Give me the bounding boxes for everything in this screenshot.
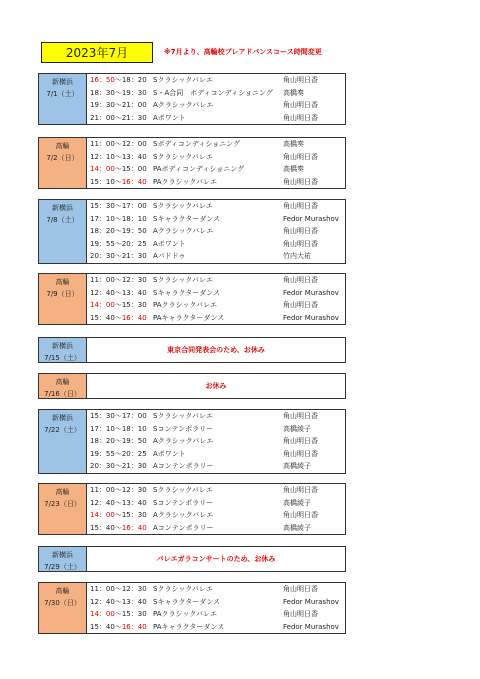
closed-message: お休み (205, 382, 227, 390)
class-rows (87, 484, 345, 534)
class-name: PAボディコンディショニング (153, 165, 245, 173)
class-name: Sクラシックバレエ (153, 486, 213, 494)
end-time: 15：30 (121, 610, 147, 618)
time-separator: ～ (114, 88, 122, 97)
time-separator: ～ (114, 177, 122, 186)
table-row (87, 238, 345, 251)
teacher-name: 高橋綾子 (283, 424, 311, 433)
time-cell (87, 138, 153, 151)
time-cell (87, 522, 153, 535)
teacher-name: 高橋奏 (283, 88, 304, 97)
table-row (87, 225, 345, 238)
date-label: 7/15（土） (44, 354, 81, 362)
time-cell (87, 287, 153, 300)
class-name: Sキャラクターダンス (153, 288, 221, 297)
end-time: 16：40 (121, 622, 147, 631)
time-cell (87, 583, 153, 596)
class-name: Sクラシックバレエ (153, 202, 213, 210)
location-label: 新横浜 (52, 204, 73, 212)
time-cell (87, 163, 153, 176)
table-row (87, 99, 345, 112)
day-cell (39, 200, 87, 263)
teacher-name: 角山明日香 (283, 412, 318, 420)
teacher-name: Fedor Murashov (283, 313, 339, 322)
class-rows (87, 74, 345, 124)
table-row (87, 138, 345, 151)
time-separator: ～ (114, 202, 122, 210)
schedule-block (38, 73, 346, 125)
time-cell (87, 238, 153, 251)
start-time: 18：20 (90, 437, 115, 445)
date-label: 7/2（日） (46, 154, 79, 162)
time-separator: ～ (114, 165, 122, 173)
teacher-name: 角山明日香 (283, 101, 318, 109)
schedule-block (38, 546, 346, 572)
start-time: 18：20 (90, 227, 115, 235)
class-name: Sコンテンポラリー (153, 498, 214, 507)
start-time: 12：40 (90, 288, 115, 297)
start-time: 18：30 (90, 88, 115, 97)
teacher-name: Fedor Murashov (283, 214, 339, 223)
class-rows (87, 274, 345, 324)
time-cell (87, 497, 153, 510)
class-name: Sクラシックバレエ (153, 152, 213, 161)
start-time: 20：30 (90, 462, 115, 470)
time-cell (87, 112, 153, 125)
end-time: 17：00 (121, 412, 147, 420)
schedule-block (38, 582, 346, 634)
time-cell (87, 200, 153, 213)
time-cell (87, 460, 153, 473)
teacher-name: 角山明日香 (283, 202, 318, 210)
table-row (87, 250, 345, 263)
time-separator: ～ (114, 462, 122, 470)
start-time: 14：00 (90, 165, 115, 173)
start-time: 17：10 (90, 424, 115, 433)
end-time: 12：30 (121, 486, 147, 494)
start-time: 16：50 (90, 76, 115, 84)
time-separator: ～ (114, 511, 122, 519)
time-separator: ～ (114, 610, 122, 618)
time-separator: ～ (114, 412, 122, 420)
teacher-name: 角山明日香 (283, 276, 318, 284)
start-time: 11：00 (90, 486, 115, 494)
table-row (87, 423, 345, 436)
teacher-name: 角山明日香 (283, 152, 318, 161)
day-cell (39, 484, 87, 534)
class-name: Aクラシックバレエ (153, 227, 214, 235)
time-separator: ～ (114, 227, 122, 235)
time-separator: ～ (114, 424, 122, 433)
time-cell (87, 596, 153, 609)
end-time: 12：30 (121, 585, 147, 593)
day-cell (39, 410, 87, 473)
class-rows (87, 138, 345, 188)
time-cell (87, 151, 153, 164)
schedule-block (38, 373, 346, 399)
date-label: 7/30（日） (44, 599, 81, 607)
day-cell (39, 583, 87, 633)
date-label: 7/29（土） (44, 563, 81, 571)
date-label: 7/16（日） (44, 390, 81, 398)
class-rows (87, 410, 345, 473)
date-label: 7/22（土） (44, 426, 81, 434)
start-time: 15：40 (90, 313, 115, 322)
time-cell (87, 274, 153, 287)
time-separator: ～ (114, 498, 122, 507)
table-row (87, 484, 345, 497)
end-time: 12：00 (121, 140, 147, 148)
class-name: Sクラシックバレエ (153, 276, 213, 284)
table-row (87, 200, 345, 213)
class-name: Sキャラクターダンス (153, 597, 221, 606)
time-separator: ～ (114, 622, 122, 631)
class-name: PAキャラクターダンス (153, 622, 225, 631)
start-time: 20：30 (90, 252, 115, 260)
start-time: 15：40 (90, 622, 115, 631)
time-separator: ～ (114, 437, 122, 445)
class-name: Aコンテンポラリー (153, 523, 214, 532)
teacher-name: 角山明日香 (283, 227, 318, 235)
schedule-block (38, 137, 346, 189)
start-time: 21：00 (90, 113, 115, 122)
time-separator: ～ (114, 597, 122, 606)
teacher-name: 高橋綾子 (283, 498, 311, 507)
start-time: 12：40 (90, 498, 115, 507)
end-time: 15：30 (121, 511, 147, 519)
time-separator: ～ (114, 301, 122, 309)
class-name: Aクラシックバレエ (153, 511, 214, 519)
end-time: 18：10 (121, 214, 147, 223)
end-time: 21：30 (121, 113, 147, 122)
teacher-name: 高橋綾子 (283, 523, 311, 532)
location-label: 新横浜 (52, 414, 73, 422)
class-rows (87, 583, 345, 633)
table-row (87, 299, 345, 312)
closed-message: バレエガラコンサートのため、お休み (156, 555, 276, 563)
teacher-name: 角山明日香 (283, 113, 318, 122)
date-label: 7/1（土） (46, 90, 79, 98)
time-separator: ～ (114, 585, 122, 593)
start-time: 14：00 (90, 610, 115, 618)
time-cell (87, 608, 153, 621)
location-label: 高輪 (55, 488, 70, 496)
start-time: 15：30 (90, 412, 115, 420)
time-separator: ～ (114, 152, 122, 161)
table-row (87, 596, 345, 609)
end-time: 20：25 (121, 239, 147, 248)
table-row (87, 74, 345, 87)
table-row (87, 497, 345, 510)
date-label: 7/8（土） (46, 216, 79, 224)
start-time: 11：00 (90, 276, 115, 284)
time-separator: ～ (114, 113, 122, 122)
end-time: 19：30 (121, 88, 147, 97)
time-cell (87, 299, 153, 312)
location-label: 高輪 (55, 587, 70, 595)
table-row (87, 621, 345, 634)
time-separator: ～ (114, 276, 122, 284)
time-separator: ～ (114, 76, 122, 84)
table-row (87, 163, 345, 176)
class-name: Aポワント (153, 449, 186, 458)
end-time: 16：40 (121, 523, 147, 532)
table-row (87, 87, 345, 100)
class-name: Aポワント (153, 113, 186, 122)
table-row (87, 312, 345, 325)
class-name: PAクラシックバレエ (153, 177, 218, 186)
teacher-name: 角山明日香 (283, 437, 318, 445)
day-cell (39, 274, 87, 324)
end-time: 15：00 (121, 165, 147, 173)
class-name: S・A合同 ボディコンディショニング (153, 88, 273, 97)
teacher-name: 角山明日香 (283, 177, 318, 186)
teacher-name: 角山明日香 (283, 610, 318, 618)
end-time: 20：25 (121, 449, 147, 458)
time-separator: ～ (114, 239, 122, 248)
end-time: 12：30 (121, 276, 147, 284)
schedule-block (38, 483, 346, 535)
table-row (87, 608, 345, 621)
class-name: Sクラシックバレエ (153, 412, 213, 420)
table-row (87, 448, 345, 461)
end-time: 18：20 (121, 76, 147, 84)
end-time: 16：40 (121, 313, 147, 322)
teacher-name: 角山明日香 (283, 239, 318, 248)
class-name: Sボディコンディショニング (153, 140, 241, 148)
class-name: Sキャラクターダンス (153, 214, 221, 223)
day-cell (39, 338, 87, 362)
end-time: 13：40 (121, 288, 147, 297)
time-cell (87, 176, 153, 189)
start-time: 14：00 (90, 511, 115, 519)
teacher-name: 角山明日香 (283, 585, 318, 593)
end-time: 17：00 (121, 202, 147, 210)
class-name: Aクラシックバレエ (153, 101, 214, 109)
day-cell (39, 138, 87, 188)
teacher-name: 角山明日香 (283, 511, 318, 519)
class-name: Aクラシックバレエ (153, 437, 214, 445)
table-row (87, 151, 345, 164)
time-cell (87, 250, 153, 263)
time-cell (87, 448, 153, 461)
table-row (87, 509, 345, 522)
end-time: 13：40 (121, 152, 147, 161)
schedule-block (38, 337, 346, 363)
schedule-block (38, 273, 346, 325)
end-time: 16：40 (121, 177, 147, 186)
date-label: 7/23（日） (44, 500, 81, 508)
time-cell (87, 74, 153, 87)
schedule-block (38, 199, 346, 264)
teacher-name: 角山明日香 (283, 301, 318, 309)
class-rows (87, 200, 345, 263)
class-name: PAキャラクターダンス (153, 313, 225, 322)
time-cell (87, 509, 153, 522)
table-row (87, 287, 345, 300)
time-separator: ～ (114, 313, 122, 322)
teacher-name: 角山明日香 (283, 486, 318, 494)
teacher-name: 高橋綾子 (283, 462, 311, 470)
time-separator: ～ (114, 214, 122, 223)
start-time: 15：30 (90, 202, 115, 210)
time-separator: ～ (114, 523, 122, 532)
table-row (87, 410, 345, 423)
end-time: 13：40 (121, 498, 147, 507)
teacher-name: Fedor Murashov (283, 622, 339, 631)
time-cell (87, 312, 153, 325)
time-cell (87, 213, 153, 226)
start-time: 11：00 (90, 585, 115, 593)
location-label: 高輪 (55, 278, 70, 286)
time-separator: ～ (114, 101, 122, 109)
class-name: Aポワント (153, 239, 186, 248)
end-time: 21：30 (121, 462, 147, 470)
time-separator: ～ (114, 288, 122, 297)
time-cell (87, 435, 153, 448)
end-time: 18：10 (121, 424, 147, 433)
start-time: 15：10 (90, 177, 115, 186)
time-cell (87, 87, 153, 100)
time-separator: ～ (114, 140, 122, 148)
closed-message: 東京合同発表会のため、お休み (167, 346, 265, 354)
end-time: 21：30 (121, 252, 147, 260)
teacher-name: 竹内大祐 (283, 252, 311, 260)
teacher-name: 角山明日香 (283, 449, 318, 458)
time-cell (87, 225, 153, 238)
table-row (87, 274, 345, 287)
table-row (87, 522, 345, 535)
location-label: 高輪 (55, 378, 70, 386)
class-name: Sコンテンポラリー (153, 424, 214, 433)
table-row (87, 176, 345, 189)
start-time: 19：55 (90, 449, 115, 458)
schedule-change-notice: ※7月より、高輪校プレアドバンスコース時間変更 (164, 48, 322, 56)
day-cell (39, 547, 87, 571)
class-name: PAクラシックバレエ (153, 610, 218, 618)
start-time: 19：30 (90, 101, 115, 109)
start-time: 19：55 (90, 239, 115, 248)
time-cell (87, 423, 153, 436)
class-name: Aコンテンポラリー (153, 462, 214, 470)
start-time: 11：00 (90, 140, 115, 148)
teacher-name: 角山明日香 (283, 76, 318, 84)
table-row (87, 213, 345, 226)
start-time: 17：10 (90, 214, 115, 223)
time-cell (87, 484, 153, 497)
class-name: PAクラシックバレエ (153, 301, 218, 309)
time-separator: ～ (114, 449, 122, 458)
day-cell (39, 74, 87, 124)
end-time: 21：00 (121, 101, 147, 109)
teacher-name: Fedor Murashov (283, 597, 339, 606)
table-row (87, 460, 345, 473)
start-time: 12：40 (90, 597, 115, 606)
end-time: 15：30 (121, 301, 147, 309)
location-label: 新横浜 (52, 551, 73, 559)
time-cell (87, 410, 153, 423)
teacher-name: 高橋奏 (283, 140, 304, 148)
class-name: Sクラシックバレエ (153, 585, 213, 593)
day-cell (39, 374, 87, 398)
date-label: 7/9（日） (46, 290, 79, 298)
month-title: 2023年7月 (41, 42, 153, 63)
class-name: Aパドドゥ (153, 252, 186, 260)
start-time: 14：00 (90, 301, 115, 309)
start-time: 15：40 (90, 523, 115, 532)
time-separator: ～ (114, 486, 122, 494)
schedule-block (38, 409, 346, 474)
start-time: 12：10 (90, 152, 115, 161)
end-time: 13：40 (121, 597, 147, 606)
time-cell (87, 99, 153, 112)
end-time: 19：50 (121, 437, 147, 445)
teacher-name: 高橋奏 (283, 165, 304, 173)
table-row (87, 583, 345, 596)
location-label: 高輪 (55, 142, 70, 150)
end-time: 19：50 (121, 227, 147, 235)
location-label: 新横浜 (52, 78, 73, 86)
class-name: Sクラシックバレエ (153, 76, 213, 84)
table-row (87, 435, 345, 448)
teacher-name: Fedor Murashov (283, 288, 339, 297)
time-separator: ～ (114, 252, 122, 260)
location-label: 新横浜 (52, 342, 73, 350)
time-cell (87, 621, 153, 634)
table-row (87, 112, 345, 125)
